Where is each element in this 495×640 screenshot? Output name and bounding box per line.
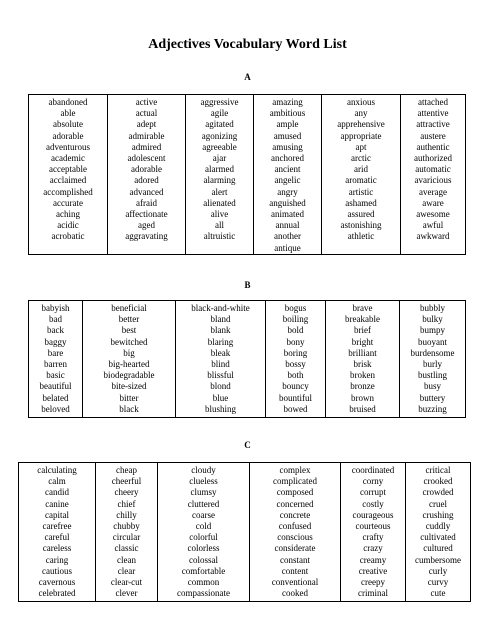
word-item: appropriate [340, 130, 382, 141]
table-row [19, 463, 471, 602]
word-item: careless [42, 543, 72, 554]
word-item: blond [210, 381, 231, 392]
word-item: brilliant [348, 347, 377, 358]
word-item: aware [422, 197, 444, 208]
word-item: afraid [136, 197, 157, 208]
word-item: courageous [352, 509, 394, 520]
word-item: awesome [416, 209, 450, 220]
word-item: busy [423, 381, 441, 392]
word-item: compassionate [177, 588, 230, 599]
word-item: complicated [273, 476, 317, 487]
word-item: brown [351, 392, 374, 403]
word-item: apprehensive [337, 119, 385, 130]
word-item: amusing [272, 141, 303, 152]
word-item: athletic [347, 231, 375, 242]
word-item: courteous [355, 521, 391, 532]
word-item: antique [274, 242, 301, 253]
word-item: alive [210, 209, 229, 220]
word-item: chief [117, 498, 136, 509]
word-item: content [281, 565, 309, 576]
word-item: capital [45, 509, 69, 520]
section-letter-b: B [244, 280, 251, 290]
word-item: colorless [187, 543, 220, 554]
word-item: artistic [348, 186, 374, 197]
word-item: creative [358, 565, 388, 576]
word-item: angelic [274, 175, 301, 186]
word-item: blank [210, 325, 231, 336]
word-item: big-hearted [108, 359, 150, 370]
word-item: classic [114, 543, 139, 554]
word-item: coarse [192, 509, 215, 520]
word-item: cooked [282, 588, 308, 599]
word-item: cheap [116, 465, 137, 475]
word-item: aggressive [200, 97, 239, 107]
word-item: caring [45, 554, 69, 565]
word-column [176, 301, 266, 418]
word-item: crooked [423, 476, 453, 487]
word-column [96, 463, 158, 602]
word-item: crazy [363, 543, 383, 554]
word-item: brave [352, 303, 373, 313]
word-item: adventurous [46, 141, 90, 152]
word-item: best [121, 325, 137, 336]
word-item: cautious [42, 565, 72, 576]
word-item: cultivated [420, 532, 456, 543]
word-item: bony [286, 336, 305, 347]
word-item: adept [136, 119, 157, 130]
word-item: composed [276, 487, 314, 498]
word-item: acrobatic [51, 231, 85, 242]
word-item: back [47, 325, 64, 336]
word-item: bare [47, 347, 64, 358]
word-item: concerned [276, 498, 314, 509]
word-item: accomplished [43, 186, 93, 197]
word-item: bright [351, 336, 374, 347]
word-item: chilly [116, 509, 137, 520]
word-table-a [28, 94, 466, 255]
word-item: brisk [353, 359, 372, 370]
word-column [326, 301, 400, 418]
word-item: alarmed [205, 164, 234, 175]
word-column [254, 95, 322, 255]
word-item: babyish [41, 303, 70, 313]
word-item: comfortable [181, 565, 226, 576]
word-item: agile [210, 108, 229, 119]
word-item: bouncy [282, 381, 309, 392]
word-item: cheery [114, 487, 139, 498]
word-item: cultured [423, 543, 453, 554]
word-item: awkward [416, 231, 450, 242]
word-item: blissful [207, 370, 234, 381]
word-item: clear-cut [110, 577, 143, 588]
word-item: basic [46, 370, 65, 381]
word-item: cloudy [191, 465, 216, 475]
word-item: attached [418, 97, 448, 107]
word-column [250, 463, 341, 602]
word-column [341, 463, 406, 602]
word-item: conventional [271, 577, 319, 588]
word-item: affectionate [125, 209, 168, 220]
word-item: calm [48, 476, 66, 487]
word-item: creamy [359, 554, 387, 565]
word-item: burdensome [410, 347, 455, 358]
table-row [29, 95, 466, 255]
word-item: astonishing [340, 220, 382, 231]
word-item: adorable [52, 130, 84, 141]
word-item: alienated [203, 197, 236, 208]
word-item: costly [362, 498, 384, 509]
word-item: blue [212, 392, 229, 403]
word-item: cheerful [111, 476, 142, 487]
word-item: acclaimed [49, 175, 87, 186]
word-item: cruel [429, 498, 447, 509]
word-item: aromatic [345, 175, 377, 186]
word-item: considerate [274, 543, 316, 554]
word-item: cuddly [425, 521, 451, 532]
word-table-c [18, 462, 471, 602]
word-item: bold [287, 325, 304, 336]
word-item: admired [131, 141, 162, 152]
word-item: concrete [279, 509, 311, 520]
word-item: authentic [416, 141, 450, 152]
section-letter-a: A [244, 72, 251, 82]
word-item: carefree [42, 521, 72, 532]
word-item: adolescent [127, 153, 166, 164]
word-item: alarming [203, 175, 236, 186]
word-item: black-and-white [191, 303, 250, 313]
word-item: bronze [350, 381, 375, 392]
word-item: austere [420, 130, 446, 141]
word-item: bossy [285, 359, 306, 370]
word-item: celebrated [38, 588, 76, 599]
word-column [266, 301, 326, 418]
word-item: animated [271, 209, 304, 220]
word-item: barren [44, 359, 67, 370]
word-item: clean [117, 554, 136, 565]
word-item: boring [283, 347, 308, 358]
word-item: boiling [282, 314, 309, 325]
word-item: anguished [269, 197, 306, 208]
word-item: crafty [362, 532, 384, 543]
word-item: adored [134, 175, 159, 186]
word-item: clumsy [190, 487, 217, 498]
word-item: bustling [417, 370, 447, 381]
word-item: attentive [417, 108, 449, 119]
word-item: blushing [204, 403, 236, 414]
table-row [29, 301, 466, 418]
word-column [108, 95, 186, 255]
word-item: buoyant [418, 336, 447, 347]
word-item: beneficial [111, 303, 147, 313]
word-item: blaring [207, 336, 234, 347]
word-column [83, 301, 176, 418]
word-item: calculating [37, 465, 77, 475]
word-item: aching [56, 209, 80, 220]
word-item: critical [425, 465, 451, 475]
word-item: better [118, 314, 140, 325]
word-item: buzzing [418, 403, 447, 414]
word-item: all [215, 220, 224, 231]
word-item: common [187, 577, 220, 588]
word-item: active [135, 97, 158, 107]
word-item: cute [430, 588, 446, 599]
word-item: crowded [422, 487, 454, 498]
word-item: anchored [271, 153, 304, 164]
word-item: corrupt [360, 487, 386, 498]
word-item: baggy [44, 336, 67, 347]
word-column [186, 95, 254, 255]
word-column [406, 463, 471, 602]
word-item: cluttered [187, 498, 220, 509]
word-item: academic [51, 153, 85, 164]
word-item: colossal [189, 554, 218, 565]
word-column [322, 95, 401, 255]
word-item: confused [278, 521, 312, 532]
word-item: any [354, 108, 368, 119]
word-item: automatic [415, 164, 451, 175]
word-column [29, 301, 83, 418]
word-item: clever [115, 588, 138, 599]
word-item: clueless [189, 476, 218, 487]
word-item: admirable [128, 130, 165, 141]
word-item: amused [273, 130, 302, 141]
word-item: big [123, 347, 135, 358]
word-item: angry [277, 186, 298, 197]
word-column [401, 95, 466, 255]
word-item: awful [422, 220, 444, 231]
word-item: cold [195, 521, 212, 532]
word-item: cavernous [38, 577, 76, 588]
word-item: agitated [205, 119, 234, 130]
word-item: beloved [41, 403, 70, 414]
word-item: absolute [53, 119, 83, 130]
word-item: bowed [283, 403, 308, 414]
word-item: creepy [361, 577, 385, 588]
word-item: canine [45, 498, 69, 509]
word-item: broken [350, 370, 375, 381]
word-item: bubbly [419, 303, 445, 313]
word-item: constant [280, 554, 310, 565]
word-item: black [119, 403, 139, 414]
page-title: Adjectives Vocabulary Word List [148, 37, 347, 52]
word-item: another [274, 231, 301, 242]
word-item: curvy [427, 577, 449, 588]
word-item: average [419, 186, 447, 197]
word-item: bountiful [279, 392, 312, 403]
word-item: belated [42, 392, 69, 403]
word-item: ashamed [345, 197, 377, 208]
word-item: cumbersome [415, 554, 461, 565]
word-item: bogus [284, 303, 307, 313]
word-item: circular [112, 532, 141, 543]
word-item: altruistic [203, 231, 236, 242]
word-item: bleak [210, 347, 231, 358]
word-column [19, 463, 96, 602]
word-item: assured [347, 209, 375, 220]
word-item: acidic [57, 220, 79, 231]
word-item: advanced [129, 186, 164, 197]
word-item: aged [138, 220, 155, 231]
word-item: bitter [119, 392, 139, 403]
word-item: arid [354, 164, 368, 175]
word-item: criminal [358, 588, 388, 599]
word-item: bland [210, 314, 231, 325]
word-item: ancient [274, 164, 301, 175]
word-item: bewitched [110, 336, 148, 347]
word-item: attractive [416, 119, 450, 130]
word-item: arctic [351, 153, 371, 164]
word-item: annual [275, 220, 300, 231]
word-item: amazing [272, 97, 303, 107]
word-item: complex [279, 465, 311, 475]
word-item: careful [44, 532, 70, 543]
word-item: avaricious [414, 175, 452, 186]
word-item: abandoned [48, 97, 88, 107]
word-item: burly [423, 359, 442, 370]
word-item: authorized [414, 153, 452, 164]
word-item: bumpy [419, 325, 445, 336]
word-item: bad [49, 314, 62, 325]
word-table-b [28, 300, 466, 418]
word-item: candid [45, 487, 69, 498]
word-item: agreeable [202, 141, 237, 152]
word-item: aggravating [125, 231, 168, 242]
word-item: brief [354, 325, 371, 336]
word-item: ample [276, 119, 299, 130]
word-item: corny [362, 476, 384, 487]
word-item: bruised [349, 403, 376, 414]
word-item: breakable [345, 314, 380, 325]
word-item: bite-sized [111, 381, 147, 392]
section-letter-c: C [244, 440, 251, 450]
word-item: adorable [131, 164, 162, 175]
word-item: biodegradable [103, 370, 155, 381]
word-item: bulky [422, 314, 443, 325]
word-item: agonizing [201, 130, 238, 141]
word-item: anxious [347, 97, 375, 107]
word-item: accurate [53, 197, 83, 208]
word-column [400, 301, 466, 418]
word-item: ajar [212, 153, 227, 164]
word-item: actual [135, 108, 158, 119]
word-item: acceptable [49, 164, 87, 175]
word-item: able [60, 108, 76, 119]
word-item: clear [117, 565, 136, 576]
word-item: apt [355, 141, 367, 152]
word-column [29, 95, 108, 255]
word-item: ambitious [269, 108, 306, 119]
word-item: curly [428, 565, 448, 576]
word-item: coordinated [351, 465, 395, 475]
word-item: alert [211, 186, 228, 197]
word-item: conscious [277, 532, 313, 543]
word-item: beautiful [39, 381, 72, 392]
word-item: colorful [189, 532, 218, 543]
word-item: blind [211, 359, 230, 370]
word-item: chubby [113, 521, 140, 532]
word-column [158, 463, 250, 602]
word-item: buttery [419, 392, 446, 403]
word-item: both [287, 370, 304, 381]
word-item: crushing [422, 509, 454, 520]
